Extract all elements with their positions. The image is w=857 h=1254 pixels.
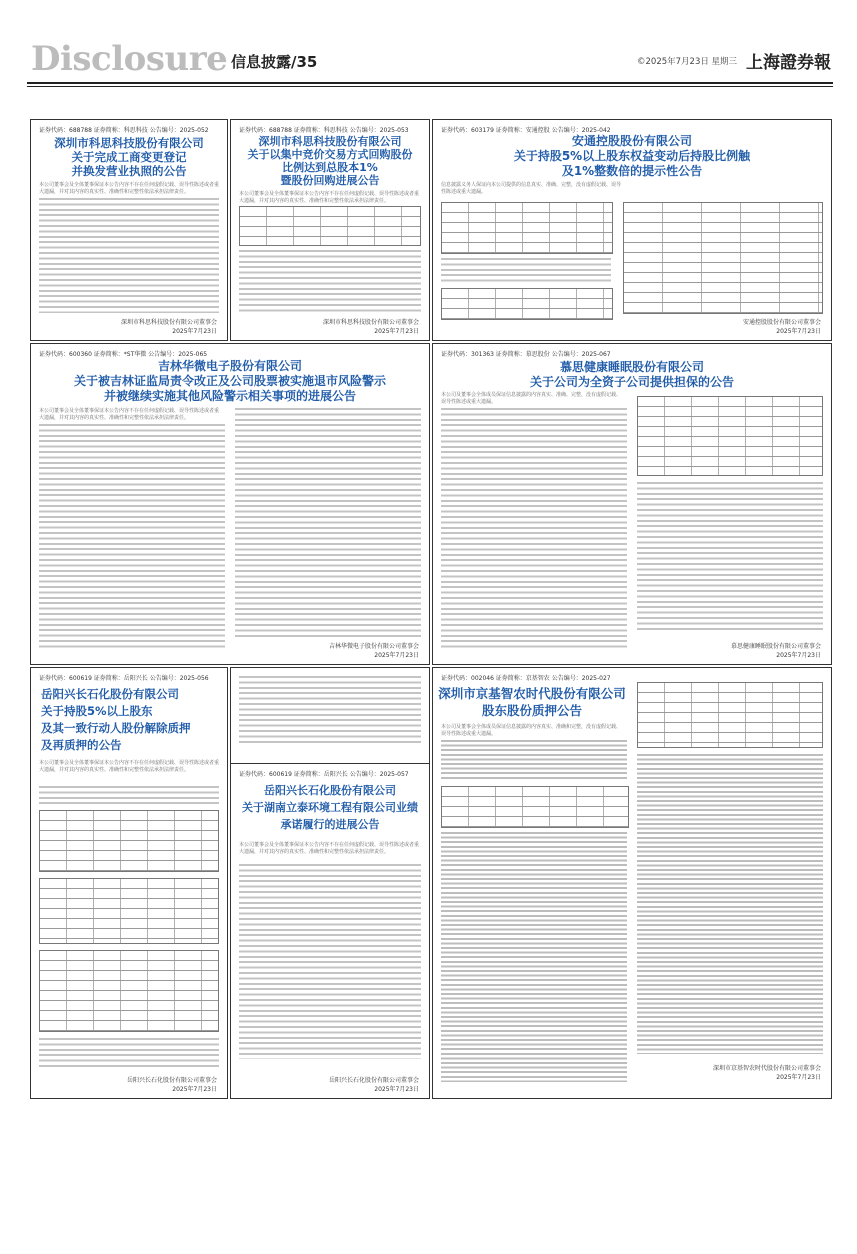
notice-code: 证券代码：688788 证券简称：科思科技 公告编号：2025-053 bbox=[239, 127, 409, 134]
notice-signature bbox=[743, 318, 821, 336]
notice-table-left bbox=[441, 786, 629, 828]
notice-title-line: 慕思健康睡眠股份有限公司 bbox=[559, 360, 704, 374]
signature-date: 2025年7月23日 bbox=[776, 328, 821, 335]
signature-date: 2025年7月23日 bbox=[374, 652, 419, 659]
notice-titles bbox=[433, 685, 631, 719]
notice-title-line: 关于湖南立泰环境工程有限公司业绩 bbox=[242, 801, 418, 814]
notice-signature bbox=[121, 318, 217, 336]
notice-code: 证券代码：600619 证券简称：岳阳兴长 公告编号：2025-056 bbox=[39, 675, 209, 682]
notice-titles bbox=[433, 134, 831, 179]
brand-logo: Disclosure bbox=[31, 39, 228, 79]
notice-title-line: 股东股份质押公告 bbox=[481, 703, 582, 718]
notice-kingkey-pledge bbox=[432, 667, 832, 1099]
notice-title-line: 安通控股股份有限公司 bbox=[571, 134, 692, 148]
notice-table-right bbox=[637, 682, 823, 748]
signature-issuer: 吉林华微电子股份有限公司董事会 bbox=[328, 643, 419, 650]
notice-title-line: 关于持股5%以上股东 bbox=[41, 704, 153, 718]
notice-body-text-right bbox=[235, 408, 421, 640]
notice-table-right bbox=[623, 202, 823, 314]
notice-huawei-jilin bbox=[30, 343, 430, 665]
section-title: 信息披露/35 bbox=[231, 53, 318, 71]
notice-title-line: 关于被吉林证监局责令改正及公司股票被实施退市风险警示 bbox=[73, 374, 386, 388]
notice-body-text bbox=[39, 786, 219, 804]
notice-code: 证券代码：688788 证券简称：科思科技 公告编号：2025-052 bbox=[39, 127, 209, 134]
notice-body-text bbox=[239, 864, 421, 1059]
notice-code: 证券代码：603179 证券简称：安通控股 公告编号：2025-042 bbox=[441, 127, 611, 134]
masthead bbox=[27, 38, 833, 80]
notice-title-line: 深圳市科思科技股份有限公司 bbox=[54, 136, 204, 150]
notice-titles bbox=[433, 360, 831, 390]
notice-title-line: 关于完成工商变更登记 bbox=[71, 150, 187, 164]
notice-table bbox=[239, 206, 421, 246]
signature-date: 2025年7月23日 bbox=[776, 652, 821, 659]
signature-date: 2025年7月23日 bbox=[776, 1074, 821, 1081]
notice-body-text-right bbox=[637, 482, 823, 632]
notice-title-line: 吉林华微电子股份有限公司 bbox=[157, 359, 302, 373]
notice-signature bbox=[127, 1076, 217, 1094]
notice-titles bbox=[31, 359, 429, 404]
notice-signature bbox=[731, 642, 821, 660]
notice-table-left bbox=[441, 202, 613, 254]
notice-yueyang-pledge bbox=[30, 667, 228, 1099]
notice-statement: 本公司董事会及全体董事保证本公告内容不存在任何虚假记载、误导性陈述或者重大遗漏，并对其内容的真实性、准确性和完整性依法承担法律责任。 bbox=[239, 842, 420, 855]
notice-body-text-left bbox=[441, 832, 627, 1082]
notice-keshi-registration bbox=[30, 119, 228, 341]
notice-titles bbox=[41, 686, 227, 754]
notice-yueyang-performance bbox=[230, 763, 430, 1099]
notice-title-line: 关于公司为全资子公司提供担保的公告 bbox=[529, 375, 734, 389]
notice-titles bbox=[31, 136, 227, 178]
notice-statement: 本公司董事会及全体董事保证本公告内容不存在任何虚假记载、误导性陈述或者重大遗漏，并对其内容的真实性、准确性和完整性依法承担法律责任。 bbox=[39, 760, 220, 773]
masthead-rule bbox=[27, 82, 833, 84]
notice-titles bbox=[231, 135, 429, 187]
signature-issuer: 安通控股股份有限公司董事会 bbox=[742, 319, 821, 326]
notice-body-text-right bbox=[637, 754, 823, 1054]
notice-table bbox=[39, 950, 219, 1032]
masthead-rule-thin bbox=[27, 86, 833, 87]
notice-code: 证券代码：600619 证券简称：岳阳兴长 公告编号：2025-057 bbox=[239, 771, 409, 778]
notice-title-line: 及再质押的公告 bbox=[41, 738, 122, 752]
notice-title-line: 岳阳兴长石化股份有限公司 bbox=[264, 784, 396, 797]
notice-statement: 信息披露义务人保证向本公司提供的信息真实、准确、完整，没有虚假记载、误导性陈述或重大遗漏。 bbox=[441, 182, 622, 195]
signature-date: 2025年7月23日 bbox=[172, 1086, 217, 1093]
notice-body-text bbox=[239, 250, 421, 315]
notice-title-line: 岳阳兴长石化股份有限公司 bbox=[41, 687, 179, 701]
notice-title-line: 关于持股5%以上股东权益变动后持股比例触 bbox=[513, 149, 751, 163]
notice-title-line: 并被继续实施其他风险警示相关事项的进展公告 bbox=[103, 389, 356, 403]
notice-table-lower-left bbox=[441, 288, 613, 320]
notice-statement: 本公司及董事会全体成员保证信息披露的内容真实、准确、完整，没有虚假记载、误导性陈述或重大遗漏。 bbox=[441, 392, 622, 405]
notice-code: 证券代码：301363 证券简称：慕思股份 公告编号：2025-067 bbox=[441, 351, 611, 358]
notice-table-right bbox=[637, 396, 823, 476]
notice-titles bbox=[231, 782, 429, 833]
notice-body-text-left bbox=[39, 424, 225, 649]
notice-title-line: 关于以集中竞价交易方式回购股份 bbox=[247, 148, 413, 161]
notice-code: 证券代码：600360 证券简称：*ST华微 公告编号：2025-065 bbox=[39, 351, 208, 358]
notice-title-line: 及其一致行动人股份解除质押 bbox=[41, 721, 191, 735]
notice-signature bbox=[713, 1064, 821, 1082]
signature-date: 2025年7月23日 bbox=[374, 1086, 419, 1093]
notice-title-line: 暨股份回购进展公告 bbox=[280, 174, 380, 187]
notice-body-text-left bbox=[441, 740, 627, 780]
notice-statement: 本公司董事会及全体董事保证本公告内容不存在任何虚假记载、误导性陈述或者重大遗漏，并对其内容的真实性、准确性和完整性依法承担法律责任。 bbox=[39, 408, 220, 421]
notice-statement: 本公司董事会及全体董事保证本公告内容不存在任何虚假记载、误导性陈述或者重大遗漏，并对其内容的真实性、准确性和完整性依法承担法律责任。 bbox=[39, 182, 220, 195]
notice-signature bbox=[329, 642, 419, 660]
notice-table bbox=[39, 810, 219, 872]
notice-body-text bbox=[441, 258, 611, 283]
signature-issuer: 深圳市京基智农时代股份有限公司董事会 bbox=[712, 1065, 821, 1072]
notice-statement: 本公司及董事会全体成员保证信息披露的内容真实、准确和完整，没有虚假记载、误导性陈述或重大遗漏。 bbox=[441, 724, 622, 737]
notice-code: 证券代码：002046 证券简称：京基智农 公告编号：2025-027 bbox=[441, 675, 611, 682]
paper-name: 上海證券報 bbox=[746, 53, 831, 73]
notice-title-line: 深圳市科思科技股份有限公司 bbox=[258, 135, 402, 148]
notice-table bbox=[39, 878, 219, 944]
signature-issuer: 岳阳兴长石化股份有限公司董事会 bbox=[328, 1077, 419, 1084]
notice-body-text bbox=[239, 676, 421, 746]
signature-issuer: 深圳市科思科技股份有限公司董事会 bbox=[120, 319, 217, 326]
signature-date: 2025年7月23日 bbox=[374, 328, 419, 335]
notice-yueyang-pledge-continued bbox=[230, 667, 430, 764]
notice-title-line: 承诺履行的进展公告 bbox=[280, 818, 380, 831]
signature-issuer: 深圳市科思科技股份有限公司董事会 bbox=[322, 319, 419, 326]
signature-date: 2025年7月23日 bbox=[172, 328, 217, 335]
notice-body-text bbox=[39, 1038, 219, 1068]
notice-signature bbox=[329, 1076, 419, 1094]
notice-signature bbox=[323, 318, 419, 336]
notice-title-line: 及1%整数倍的提示性公告 bbox=[561, 164, 703, 178]
notice-title-line: 深圳市京基智农时代股份有限公司 bbox=[438, 686, 626, 701]
notice-title-line: 并换发营业执照的公告 bbox=[71, 164, 187, 178]
dateline: ©2025年7月23日 星期三 bbox=[637, 57, 738, 67]
notice-body-text-left bbox=[441, 408, 627, 648]
signature-issuer: 岳阳兴长石化股份有限公司董事会 bbox=[126, 1077, 217, 1084]
notice-statement: 本公司董事会及全体董事保证本公告内容不存在任何虚假记载、误导性陈述或者重大遗漏，并对其内容的真实性、准确性和完整性依法承担法律责任。 bbox=[239, 191, 420, 204]
notice-keshi-buyback bbox=[230, 119, 430, 341]
notice-body-text bbox=[39, 198, 219, 313]
notice-title-line: 比例达到总股本1% bbox=[282, 161, 378, 174]
notice-antong bbox=[432, 119, 832, 341]
notice-derucci bbox=[432, 343, 832, 665]
signature-issuer: 慕思健康睡眠股份有限公司董事会 bbox=[730, 643, 821, 650]
